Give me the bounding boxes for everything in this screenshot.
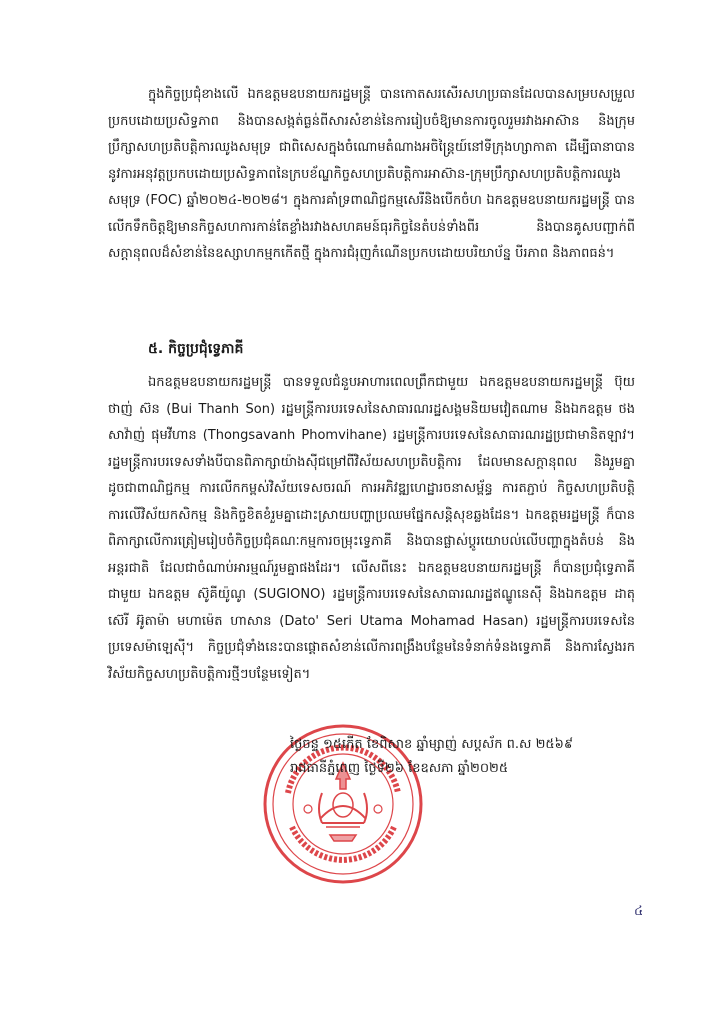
page-number: ៤	[634, 904, 644, 919]
body-paragraph-1: ក្នុងកិច្ចប្រជុំខាងលើ ឯកឧត្តមឧបនាយករដ្ឋមន្ត្រី បានកោតសរសើរសហប្រធានដែលបានសម្របសម្រួលប្រកបដោយប្រសិទ្ធភាព និងបានសង្កត់ធ្ងន់ពីសារសំខាន់នៃការរៀបចំឱ្យមានការចូលរួមរវាងអាស៊ាន និងក្រុមប្រឹក្សាសហប្រតិបត្តិការឈូងសមុទ្រ ជាពិសេសក្នុងចំណោមតំណាងអចិន្ត្រៃយ៍នៅទីក្រុងហ្សាកាតា ដើម្បីធានាបាននូវការអនុវត្តប្រកបដោយប្រសិទ្ធភាពនៃក្របខ័ណ្ឌកិច្ចសហប្រតិបត្តិការអាស៊ាន-ក្រុមប្រឹក្សាសហប្រតិបត្តិការឈូងសមុទ្រ (FOC) ឆ្នាំ២០២៤-២០២៨។ ក្នុងការគាំទ្រពាណិជ្ជកម្មសេរីនិងបើកចំហ ឯកឧត្តមឧបនាយករដ្ឋមន្ត្រី បានលើកទឹកចិត្តឱ្យមានកិច្ចសហការកាន់តែខ្លាំងរវាងសហគមន៍ធុរកិច្ចនៃតំបន់ទាំងពីរ និងបានគូសបញ្ជាក់ពីសក្តានុពលដ៏សំខាន់នៃឧស្សាហកម្មកកើតថ្មី ក្នុងការជំរុញកំណើនប្រកបដោយបរិយាប័ន្ន បីរភាព និងភាពធន់។	[108, 87, 635, 261]
body-paragraph-2: ឯកឧត្តមឧបនាយករដ្ឋមន្ត្រី បានទទួលជំនួបអាហារពេលព្រឹកជាមួយ ឯកឧត្តមឧបនាយករដ្ឋមន្ត្រី ប៊ុយ ថាញ់ ស៊ន (Bui Thanh Son) រដ្ឋមន្ត្រីការបរទេសនៃសាធារណរដ្ឋសង្គមនិយមវៀតណាម និងឯកឧត្តម ថងសាវ៉ាញ់ ផុមវីហាន (Thongsavanh Phomvihane) រដ្ឋមន្ត្រីការបរទេសនៃសាធារណរដ្ឋប្រជាមានិតឡាវ។ រដ្ឋមន្ត្រីការបរទេសទាំងបីបានពិភាក្សាយ៉ាងស៊ីជម្រៅពីវិស័យសហប្រតិបត្តិការ ដែលមានសក្តានុពល និងរួមគ្នាដូចជាពាណិជ្ជកម្ម ការលើកកម្ពស់វិស័យទេសចរណ៍ ការអភិវឌ្ឍហេដ្ឋារចនាសម្ព័ន្ធ ការតភ្ជាប់ កិច្ចសហប្រតិបត្តិការលើវិស័យកសិកម្ម និងកិច្ចខិតខំរួមគ្នាដោះស្រាយបញ្ហាប្រឈមផ្នែកសន្តិសុខឆ្លងដែន។ ឯកឧត្តមរដ្ឋមន្ត្រី ក៏បានពិភាក្សាលើការត្រៀមរៀបចំកិច្ចប្រជុំគណៈកម្មការចម្រុះទ្វេភាគី និងបានផ្លាស់ប្តូរយោបល់លើបញ្ហាក្នុងតំបន់ និងអន្តរជាតិ ដែលជាចំណាប់អារម្មណ៍រួមគ្នាផងដែរ។ លើសពីនេះ ឯកឧត្តមឧបនាយករដ្ឋមន្ត្រី ក៏បានប្រជុំទ្វេភាគីជាមួយ ឯកឧត្តម ស៊ូគីយ៉ូណូ (SUGIONO) រដ្ឋមន្ត្រីការបរទេសនៃសាធារណរដ្ឋឥណ្ឌូនេស៊ី និងឯកឧត្តម ដាតុ ស៊េរី អ៊ូតាម៉ា មហាម៉េត ហាសាន (Dato' Seri Utama Mohamad Hasan) រដ្ឋមន្ត្រីការបរទេសនៃប្រទេសម៉ាឡេស៊ី។ កិច្ចប្រជុំទាំងនេះបានផ្តោតសំខាន់លើការពង្រឹងបន្ថែមនៃទំនាក់ទំនងទ្វេភាគី និងការស្វែងរកវិស័យកិច្ចសហប្រតិបត្តិការថ្មីៗបន្ថែមទៀត។	[108, 375, 635, 682]
signature-date-block	[290, 733, 573, 781]
place-date-line: រាជធានីភ្នំពេញ ថ្ងៃទី២៦ ខែឧសភា ឆ្នាំ២០២៥	[290, 761, 509, 776]
lunar-date-line: ថ្ងៃចន្ទ ១៥កើត ខែពិសាខ ឆ្នាំម្សាញ់ សប្តស័ក ព.ស ២៥៦៩	[290, 737, 574, 752]
section-heading: ៥. កិច្ចប្រជុំទ្វេភាគី	[148, 341, 244, 357]
